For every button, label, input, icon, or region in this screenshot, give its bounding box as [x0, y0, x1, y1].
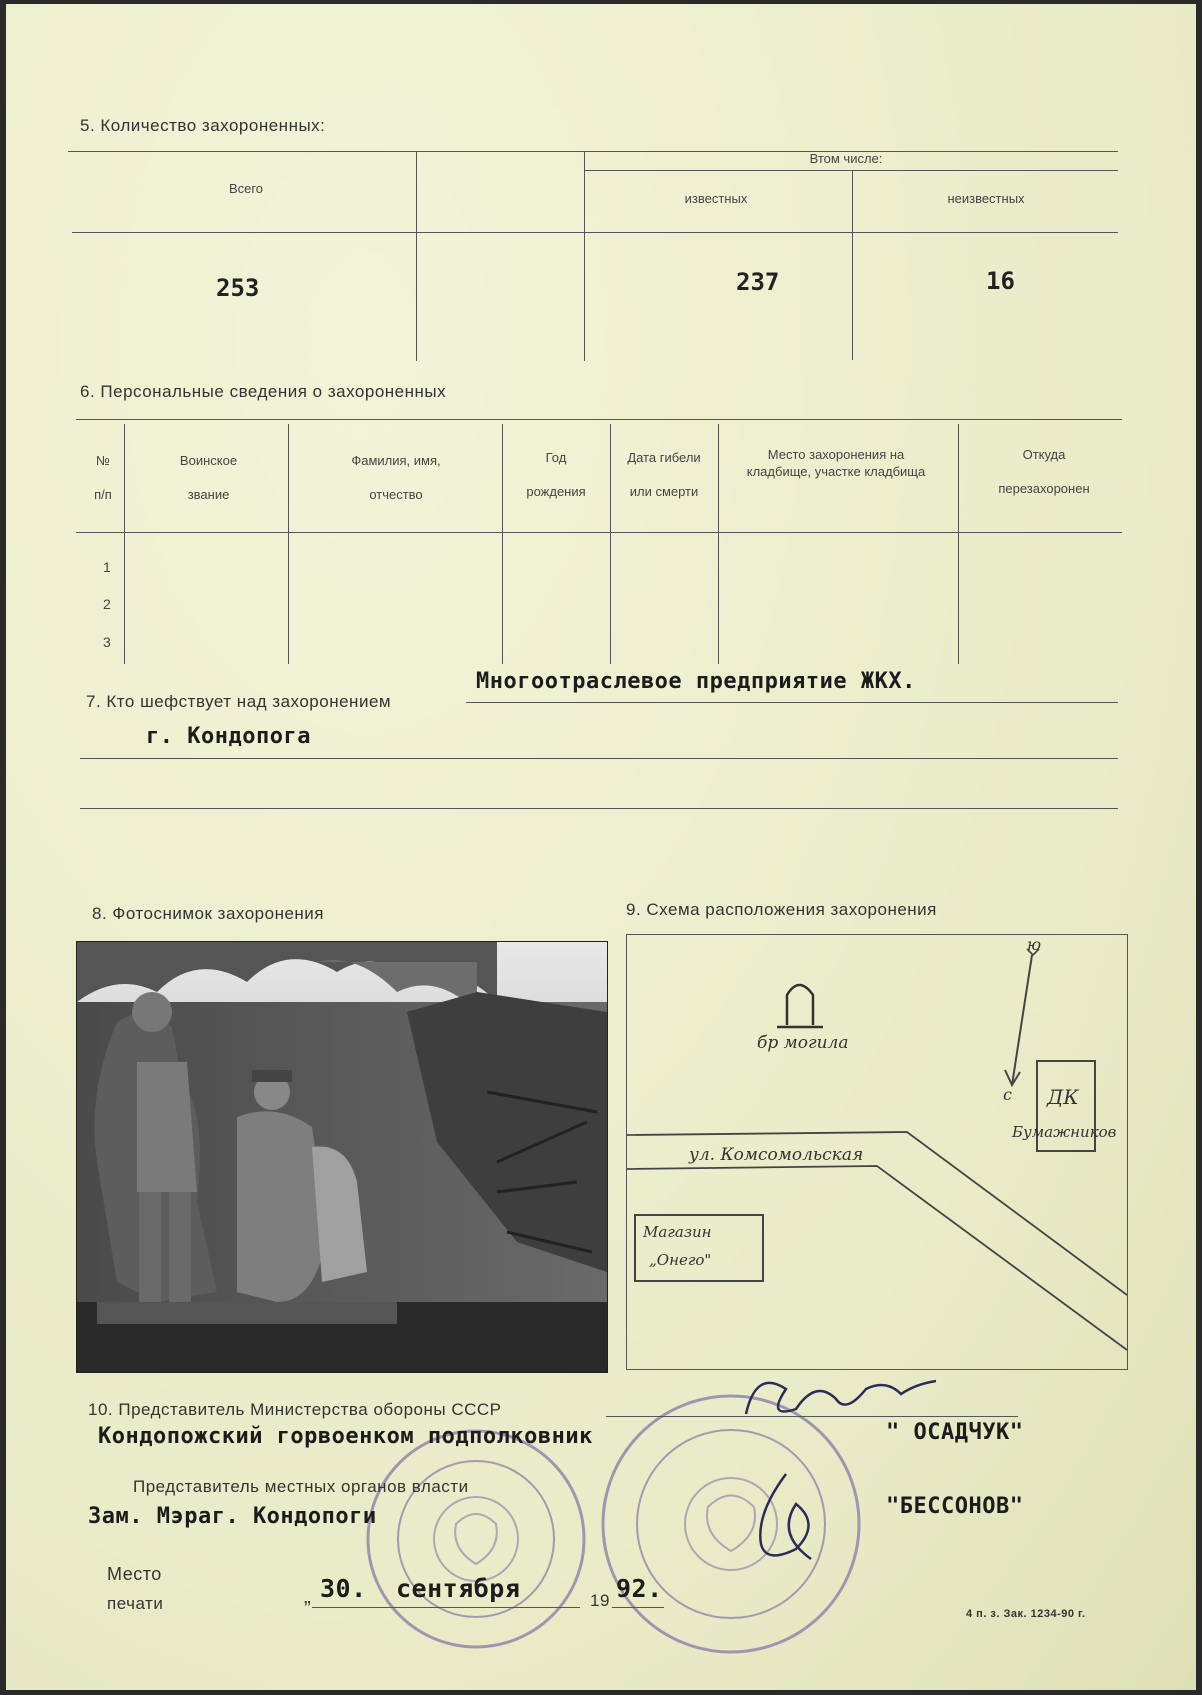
- col-including-header: Втом числе:: [809, 151, 883, 166]
- table-row-number: 1: [103, 559, 111, 575]
- header-reburied-from: Откуда перезахоронен: [998, 447, 1090, 496]
- table6-header-line: [76, 532, 1122, 533]
- dk-label: ДК: [1047, 1085, 1079, 1109]
- signature-osadchuk: [726, 1359, 966, 1439]
- printer-mark: 4 п. з. Зак. 1234-90 г.: [966, 1608, 1086, 1620]
- mass-grave-label: бр могила: [757, 1033, 849, 1053]
- date-open-quote: „: [304, 1586, 312, 1608]
- date-underline: [312, 1607, 580, 1608]
- patron-value-line1: Многоотраслевое предприятие ЖКХ.: [476, 669, 916, 694]
- unknown-buried-value: 16: [986, 267, 1015, 295]
- burial-location-scheme: [626, 934, 1128, 1370]
- table6-divider: [610, 424, 611, 664]
- header-birth-year: Год рождения: [526, 450, 586, 499]
- table6-divider: [288, 424, 289, 664]
- local-representative-value: Зам. Мэраг. Кондопоги: [88, 1504, 377, 1529]
- date-day: 30.: [320, 1574, 367, 1603]
- table5-subheader-line: [584, 170, 1118, 171]
- section8-title: 8. Фотоснимок захоронения: [92, 904, 324, 923]
- known-buried-value: 237: [736, 268, 780, 296]
- document-sheet: [6, 4, 1196, 1690]
- date-month: сентября: [396, 1574, 521, 1603]
- header-death-date: Дата гибели или смерти: [627, 450, 701, 499]
- section9-title: 9. Схема расположения захоронения: [626, 900, 937, 919]
- table5-top-line: [68, 151, 1118, 152]
- col-unknown-header: неизвестных: [947, 191, 1025, 206]
- section10-title: 10. Представитель Министерства обороны СССР: [88, 1400, 502, 1419]
- table5-divider: [852, 170, 853, 360]
- section5-title: 5. Количество захороненных:: [80, 116, 326, 135]
- table-row-number: 2: [103, 596, 111, 612]
- compass-north-label: с: [1003, 1085, 1012, 1104]
- date-year: 92.: [616, 1574, 663, 1603]
- table6-divider: [958, 424, 959, 664]
- col-total-header: Всего: [228, 181, 264, 196]
- memorial-photo: [76, 941, 608, 1373]
- date-century: 19: [590, 1591, 610, 1610]
- year-underline: [612, 1607, 664, 1608]
- shop-label-line1: Магазин: [643, 1223, 712, 1241]
- header-rank: Воинское звание: [179, 453, 238, 502]
- patron-underline: [80, 808, 1118, 809]
- header-num: № п/п: [94, 453, 112, 502]
- shop-label-line2: „Онего": [649, 1251, 712, 1269]
- table5-divider: [416, 151, 417, 361]
- mo-representative-value: Кондопожский горвоенком подполковник: [98, 1424, 593, 1449]
- stamp-place-line2: печати: [107, 1594, 164, 1613]
- mo-representative-name: " ОСАДЧУК": [886, 1420, 1024, 1445]
- stamp-place-line1: Место: [107, 1564, 162, 1584]
- total-buried-value: 253: [216, 274, 260, 302]
- table6-divider: [124, 424, 125, 664]
- header-name: Фамилия, имя, отчество: [351, 453, 441, 502]
- dk-subtitle: Бумажников: [1012, 1123, 1117, 1141]
- local-representative-name: "БЕССОНОВ": [886, 1494, 1024, 1519]
- table6-divider: [718, 424, 719, 664]
- section6-title: 6. Персональные сведения о захороненных: [80, 382, 447, 401]
- table6-divider: [502, 424, 503, 664]
- signature-bessonov: [726, 1464, 846, 1574]
- table5-divider: [584, 151, 585, 361]
- street-label: ул. Комсомольская: [689, 1145, 864, 1165]
- col-known-header: известных: [684, 191, 748, 206]
- table-row-number: 3: [103, 634, 111, 650]
- table5-header-line: [72, 232, 1118, 233]
- section7-label: 7. Кто шефствует над захоронением: [86, 692, 392, 711]
- local-authority-label: Представитель местных органов власти: [133, 1477, 469, 1496]
- patron-underline: [466, 702, 1118, 703]
- patron-underline: [80, 758, 1118, 759]
- header-burial-place: Место захоронения на кладбище, участке кладбища: [746, 447, 926, 479]
- round-seal-stamp: [361, 1424, 591, 1654]
- compass-south-label: ю: [1027, 935, 1042, 954]
- patron-value-line2: г. Кондопога: [146, 724, 311, 749]
- table6-top-line: [76, 419, 1122, 420]
